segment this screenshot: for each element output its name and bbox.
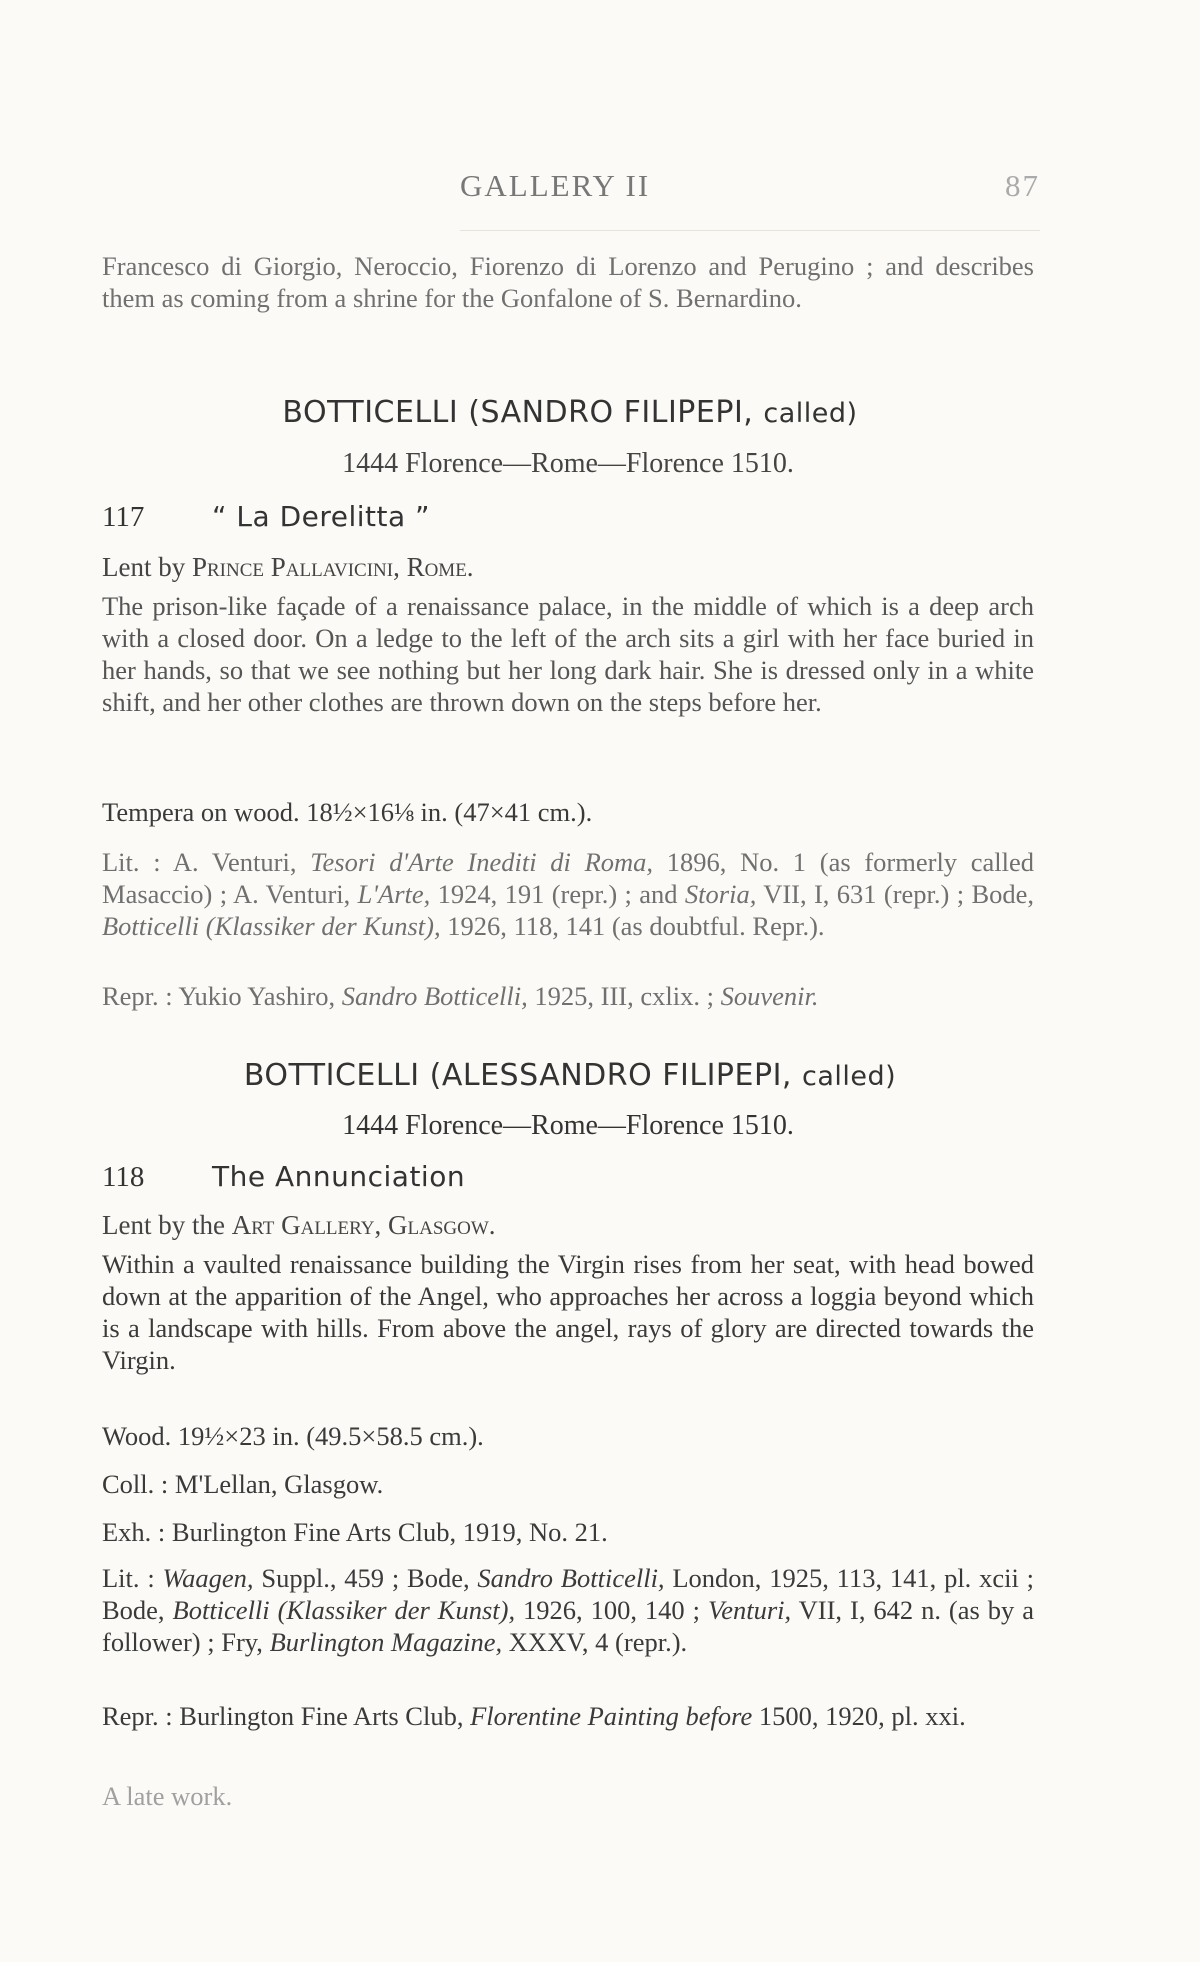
lit-title: Storia, <box>684 879 757 909</box>
painting-title: “ La Derelitta ” <box>212 500 431 533</box>
painting-title: The Annunciation <box>212 1160 466 1193</box>
running-head <box>100 168 1040 208</box>
header-rule <box>460 230 1040 231</box>
lit-title: Sandro Botticelli, <box>477 1563 665 1593</box>
lit-title: Venturi, <box>707 1595 792 1625</box>
repr-text: 1925, III, cxlix. ; <box>534 981 714 1011</box>
lit-text: VII, I, 631 (repr.) ; Bode, <box>763 879 1035 909</box>
repr-text: Yukio Yashiro, <box>178 981 336 1011</box>
medium-117: Tempera on wood. 18½×16⅛ in. (47×41 cm.). <box>102 797 593 827</box>
lit-title: L'Arte, <box>357 879 431 909</box>
gallery-title: GALLERY II <box>460 168 651 203</box>
artist-called: called) <box>763 398 858 429</box>
lit-label: Lit. : <box>102 1563 155 1593</box>
lit-title: Botticelli (Klassiker der Kunst), <box>172 1595 516 1625</box>
artist-name: BOTTICELLI (SANDRO FILIPEPI, <box>282 395 754 430</box>
artist-dates-118: 1444 Florence—Rome—Florence 1510. <box>342 1110 794 1141</box>
intro-paragraph: Francesco di Giorgio, Neroccio, Fiorenzo di Lorenzo and Perugino ; and describes them as coming from a shrine for the Gonfalone of S. Bernardino. <box>102 251 1034 313</box>
repr-title: Souvenir. <box>720 981 819 1011</box>
lit-text: Suppl., 459 ; Bode, <box>261 1563 470 1593</box>
description-118: Within a vaulted renaissance building the Virgin rises from her seat, with head bowed down at the apparition of the Angel, who approaches her across a loggia beyond which is a landscape with hills. From above the angel, rays of glory are directed towards the Virgin. <box>102 1249 1034 1375</box>
lit-title: Tesori d'Arte Inediti di Roma, <box>310 847 654 877</box>
note-118: A late work. <box>102 1781 233 1811</box>
literature-117 <box>102 846 1034 942</box>
artist-dates-117: 1444 Florence—Rome—Florence 1510. <box>342 448 794 479</box>
medium-118: Wood. 19½×23 in. (49.5×58.5 cm.). <box>102 1421 484 1451</box>
lit-text: 1896, No. 1 (as formerly called Masaccio) ; A. Venturi, <box>102 847 1035 909</box>
catalogue-line-117 <box>102 500 1034 534</box>
lit-text: XXXV, 4 (repr.). <box>508 1627 688 1657</box>
description-117: The prison-like façade of a renaissance palace, in the middle of which is a deep arch with a closed door. On a ledge to the left of the arch sits a girl with her face buried in her hands, so that we see nothing but her long dark hair. She is dressed only in a white shift, and her other clothes are thrown down on the steps before her. <box>102 591 1034 717</box>
artist-heading-117 <box>150 395 990 430</box>
lender-line-118 <box>102 1210 1034 1241</box>
lit-title: Burlington Magazine, <box>269 1627 503 1657</box>
exhibition-118: Exh. : Burlington Fine Arts Club, 1919, No. 21. <box>102 1517 608 1547</box>
catalogue-number: 117 <box>102 501 145 533</box>
artist-name: BOTTICELLI (ALESSANDRO FILIPEPI, <box>243 1058 792 1093</box>
lender-line-117 <box>102 552 1034 583</box>
artist-heading-118 <box>110 1058 1030 1093</box>
lent-prefix: Lent by <box>102 552 186 582</box>
reproduction-118 <box>102 1700 1034 1732</box>
lent-prefix: Lent by the <box>102 1210 225 1240</box>
repr-text: Burlington Fine Arts Club, <box>179 1701 464 1731</box>
page-number: 87 <box>1005 168 1040 203</box>
lit-text: A. Venturi, <box>172 847 297 877</box>
lender-name: Prince Pallavicini, Rome. <box>191 552 474 582</box>
literature-118 <box>102 1562 1034 1658</box>
lit-text: VII, I, 642 n. (as by a follower) ; Fry, <box>102 1595 1035 1657</box>
lit-title: Waagen, <box>162 1563 254 1593</box>
repr-title: Sandro Botticelli, <box>341 981 528 1011</box>
collection-118: Coll. : M'Lellan, Glasgow. <box>102 1469 384 1499</box>
catalogue-number: 118 <box>102 1161 145 1193</box>
lit-text: 1926, 100, 140 ; <box>523 1595 701 1625</box>
repr-text: 1500, 1920, pl. xxi. <box>758 1701 966 1731</box>
repr-title: Florentine Painting before <box>470 1701 753 1731</box>
reproduction-117 <box>102 980 1034 1012</box>
lit-label: Lit. : <box>102 847 161 877</box>
lender-name: Art Gallery, Glasgow. <box>231 1210 496 1240</box>
catalogue-line-118 <box>102 1160 1034 1194</box>
artist-called: called) <box>802 1061 897 1092</box>
lit-title: Botticelli (Klassiker der Kunst), <box>102 911 441 941</box>
repr-label: Repr. : <box>102 981 173 1011</box>
lit-text: 1924, 191 (repr.) ; and <box>437 879 678 909</box>
repr-label: Repr. : <box>102 1701 173 1731</box>
lit-text: 1926, 118, 141 (as doubtful. Repr.). <box>447 911 825 941</box>
lit-text: London, 1925, 113, 141, pl. xcii ; Bode, <box>102 1563 1035 1625</box>
